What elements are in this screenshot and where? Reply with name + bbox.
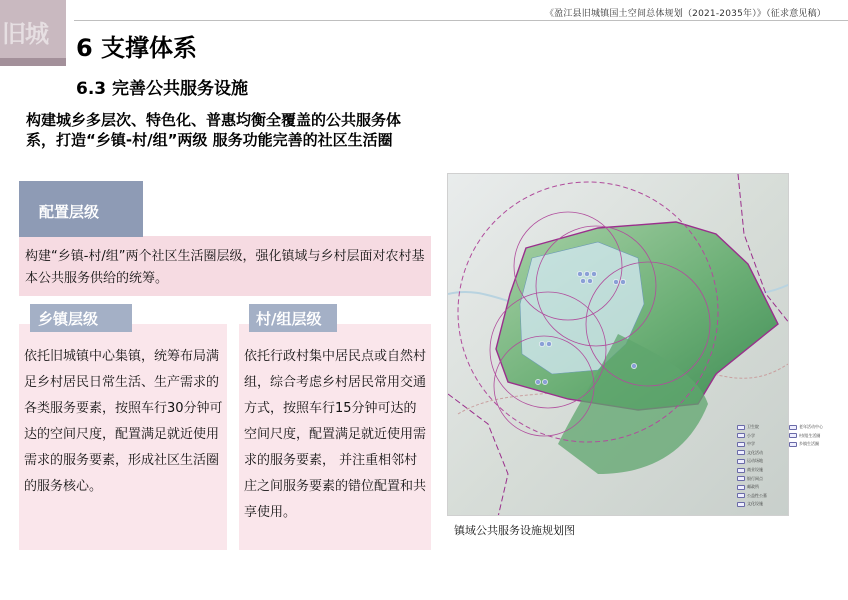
legend-item [789, 424, 823, 430]
town-level-label: 乡镇层级 [30, 304, 132, 332]
legend-symbol-icon [737, 476, 745, 481]
header-divider [74, 20, 848, 21]
legend-item [737, 493, 767, 499]
legend-label: 银行网点 [747, 475, 763, 481]
legend-item [737, 441, 755, 447]
legend-symbol-icon [737, 425, 745, 430]
legend-symbol-icon [737, 502, 745, 507]
map-caption: 镇域公共服务设施规划图 [454, 524, 575, 537]
legend-label: 文化设施 [747, 501, 763, 507]
config-description-box [19, 236, 431, 296]
legend-item [737, 467, 763, 473]
town-level-card [19, 324, 227, 550]
chapter-title: 6 支撑体系 [76, 34, 198, 62]
legend-item [737, 458, 763, 464]
legend-symbol-icon [789, 442, 797, 447]
config-description: 构建“乡镇-村/组”两个社区生活圈层级，强化镇域与乡村层面对农村基本公共服务供给的统筹。 [25, 249, 425, 286]
facility-marker [620, 279, 625, 284]
config-level-label: 配置层级 [39, 203, 100, 221]
legend-item [737, 484, 759, 490]
legend-symbol-icon [737, 433, 745, 438]
legend-label: 邮政所 [747, 484, 759, 490]
legend-label: 运动场地 [747, 458, 763, 464]
service-facility-map [447, 173, 789, 516]
facility-marker [535, 379, 540, 384]
legend-symbol-icon [789, 433, 797, 438]
map-graphic [448, 174, 789, 516]
legend-label: 中学 [747, 441, 755, 447]
logo [0, 0, 66, 66]
document-title: 《盈江县旧城镇国土空间总体规划（2021-2035年）》（征求意见稿） [544, 9, 826, 19]
legend-label: 小学 [747, 432, 755, 438]
village-level-card [239, 324, 431, 550]
facility-marker [577, 271, 582, 276]
config-level-tab [19, 181, 143, 237]
legend-symbol-icon [737, 468, 745, 473]
facility-marker [542, 379, 547, 384]
facility-marker [539, 341, 544, 346]
legend-item [737, 501, 763, 507]
legend-symbol-icon [737, 459, 745, 464]
legend-symbol-icon [789, 425, 797, 430]
legend-item [737, 450, 763, 456]
facility-marker [631, 363, 636, 368]
legend-item [789, 441, 819, 447]
legend-item [737, 424, 759, 430]
legend-label: 商业设施 [747, 467, 763, 472]
legend-item [737, 476, 763, 482]
legend-label: 文化活动 [747, 449, 763, 455]
facility-marker [613, 279, 618, 284]
lead-statement: 构建城乡多层次、特色化、普惠均衡全覆盖的公共服务体系，打造“乡镇-村/组”两级 服务功能完善的社区生活圈 [26, 111, 402, 149]
village-level-label: 村/组层级 [249, 304, 337, 332]
village-level-text: 依托行政村集中居民点或自然村组，综合考虑乡村居民常用交通方式，按照车行15分钟可达的空间尺度，配置满足就近使用需求的服务要素， 并注重相邻村庄之间服务要素的错位配置和共享使用。 [244, 349, 427, 520]
facility-marker [587, 278, 592, 283]
facility-marker [584, 271, 589, 276]
legend-symbol-icon [737, 493, 745, 498]
legend-item [789, 433, 820, 439]
facility-marker [546, 341, 551, 346]
section-title: 6.3 完善公共服务设施 [76, 79, 249, 99]
town-level-text: 依托旧城镇中心集镇，统筹布局满足乡村居民日常生活、生产需求的各类服务要素，按照车行30分钟可达的空间尺度，配置满足就近使用需求的服务要素，形成社区生活圈的服务核心。 [24, 349, 223, 494]
legend-symbol-icon [737, 450, 745, 455]
legend-label: 公益性公墓 [747, 492, 767, 498]
legend-item [737, 433, 755, 439]
legend-label: 老年活动中心 [799, 424, 823, 429]
legend-symbol-icon [737, 442, 745, 447]
legend-label: 卫生院 [747, 424, 759, 429]
logo-stripe [0, 58, 66, 66]
logo-text: 旧城 [2, 19, 48, 48]
facility-marker [580, 278, 585, 283]
facility-marker [591, 271, 596, 276]
legend-label: 村/组生活圈 [799, 432, 821, 438]
legend-label: 乡镇生活圈 [799, 441, 819, 447]
legend-symbol-icon [737, 485, 745, 490]
